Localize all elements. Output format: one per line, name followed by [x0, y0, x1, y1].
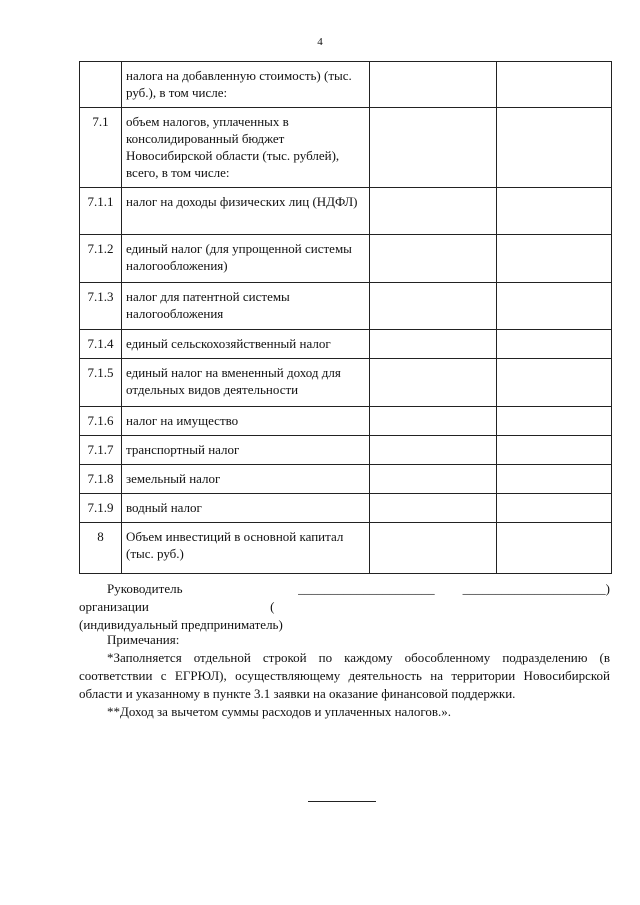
- notes-section: [79, 631, 610, 721]
- value-cell-2: [497, 494, 612, 523]
- table-row: [80, 465, 612, 494]
- value-cell-1: [370, 465, 497, 494]
- row-label: земельный налог: [122, 465, 370, 494]
- row-number: 7.1.3: [80, 283, 122, 330]
- row-number: 7.1.2: [80, 235, 122, 283]
- row-label: транспортный налог: [122, 436, 370, 465]
- value-cell-2: [497, 330, 612, 359]
- signature-line: [79, 580, 610, 616]
- row-number: 7.1: [80, 108, 122, 188]
- row-number: 7.1.4: [80, 330, 122, 359]
- table-row: [80, 235, 612, 283]
- table-row: [80, 436, 612, 465]
- value-cell-1: [370, 62, 497, 108]
- table-row: [80, 62, 612, 108]
- value-cell-1: [370, 407, 497, 436]
- signature-role: Руководитель организации: [79, 581, 183, 614]
- signature-block: [79, 580, 610, 634]
- table-row: [80, 330, 612, 359]
- table-row: [80, 494, 612, 523]
- page-number: 4: [317, 36, 323, 48]
- value-cell-2: [497, 188, 612, 235]
- row-number: 7.1.9: [80, 494, 122, 523]
- table-row: [80, 108, 612, 188]
- value-cell-1: [370, 523, 497, 574]
- value-cell-1: [370, 359, 497, 407]
- row-number: 7.1.8: [80, 465, 122, 494]
- row-label: единый налог (для упрощенной системы налогообложения): [122, 235, 370, 283]
- table-row: [80, 523, 612, 574]
- signature-role-alt: (индивидуальный предприниматель): [79, 617, 283, 632]
- row-number: 7.1.6: [80, 407, 122, 436]
- row-label: единый сельскохозяйственный налог: [122, 330, 370, 359]
- value-cell-1: [370, 436, 497, 465]
- indicators-table: [79, 61, 612, 574]
- signature-blank: _____________________ (: [270, 581, 435, 614]
- row-label: объем налогов, уплаченных в консолидированный бюджет Новосибирской области (тыс. рублей), всего, в том числе:: [122, 108, 370, 188]
- value-cell-2: [497, 62, 612, 108]
- row-label: единый налог на вмененный доход для отдельных видов деятельности: [122, 359, 370, 407]
- value-cell-2: [497, 436, 612, 465]
- value-cell-1: [370, 283, 497, 330]
- value-cell-2: [497, 108, 612, 188]
- signature-name-blank: ______________________): [462, 581, 610, 596]
- table-row: [80, 407, 612, 436]
- value-cell-1: [370, 235, 497, 283]
- value-cell-2: [497, 523, 612, 574]
- value-cell-1: [370, 494, 497, 523]
- value-cell-1: [370, 108, 497, 188]
- notes-title: Примечания:: [107, 632, 180, 647]
- value-cell-2: [497, 235, 612, 283]
- value-cell-1: [370, 188, 497, 235]
- table-row: [80, 359, 612, 407]
- table-row: [80, 188, 612, 235]
- value-cell-2: [497, 283, 612, 330]
- row-number: 7.1.1: [80, 188, 122, 235]
- note-1: *Заполняется отдельной строкой по каждому обособленному подразделению (в соответствии с ЕГРЮЛ), осуществляющему деятельность на территории Новосибирской области и указанному в пункте 3.1 заявки на оказание финансовой поддержки.: [79, 650, 610, 701]
- row-number: 7.1.7: [80, 436, 122, 465]
- row-label: налог на доходы физических лиц (НДФЛ): [122, 188, 370, 235]
- note-2: **Доход за вычетом суммы расходов и уплаченных налогов.».: [107, 704, 452, 719]
- row-label: водный налог: [122, 494, 370, 523]
- row-label: налог на имущество: [122, 407, 370, 436]
- value-cell-2: [497, 407, 612, 436]
- value-cell-2: [497, 465, 612, 494]
- row-number: [80, 62, 122, 108]
- table-row: [80, 283, 612, 330]
- row-label: Объем инвестиций в основной капитал (тыс. руб.): [122, 523, 370, 574]
- value-cell-2: [497, 359, 612, 407]
- row-number: 8: [80, 523, 122, 574]
- row-label: налога на добавленную стоимость) (тыс. руб.), в том числе:: [122, 62, 370, 108]
- end-divider: [308, 801, 376, 802]
- value-cell-1: [370, 330, 497, 359]
- row-label: налог для патентной системы налогообложения: [122, 283, 370, 330]
- row-number: 7.1.5: [80, 359, 122, 407]
